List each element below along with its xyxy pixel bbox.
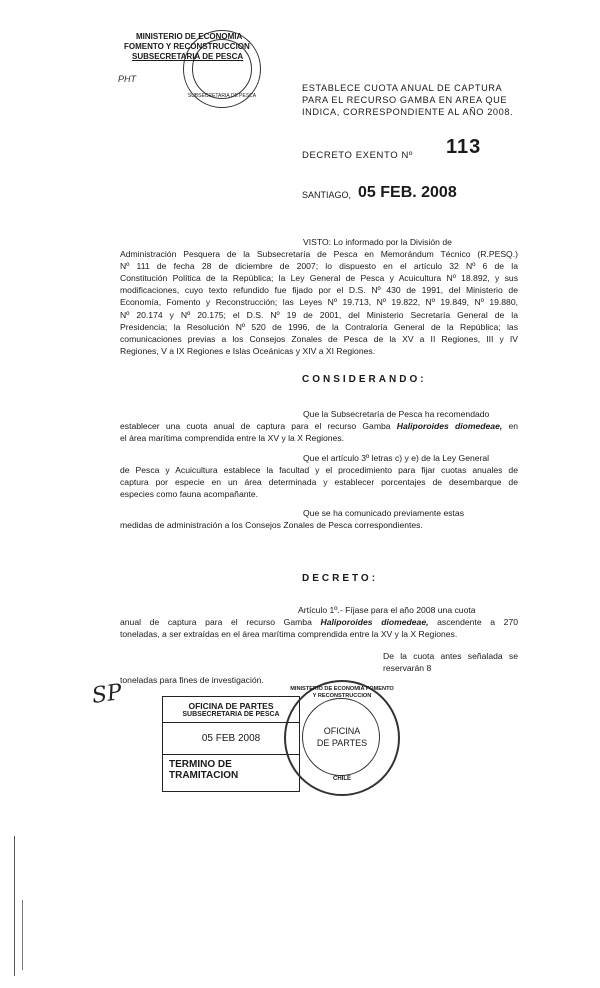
considerando-paragraph-2	[120, 452, 518, 500]
document-title	[302, 82, 572, 118]
office-round-seal	[284, 680, 400, 796]
visto-section	[120, 236, 518, 357]
office-seal-bottom: CHILE	[333, 776, 351, 782]
paragraph-line: medidas de administración a los Consejos Zonales de Pesca correspondientes.	[120, 520, 423, 531]
office-seal-ring-text: MINISTERIO DE ECONOMIA FOMENTO Y RECONSTRUCCION	[290, 686, 394, 699]
text-segment: ascendente a 270	[437, 617, 519, 628]
office-receipt-stamp	[162, 696, 300, 792]
visto-line: Economía, Fomento y Reconstrucción; las Leyes Nº 19.713, Nº 19.822, Nº 19.849, Nº 19.880,	[120, 297, 518, 308]
stamp-footer: TERMINO DE TRAMITACION	[169, 759, 239, 781]
scan-margin-line	[14, 836, 15, 976]
article-1	[120, 604, 518, 640]
text-segment: en	[508, 421, 519, 432]
article-line	[120, 616, 518, 628]
title-line-1: ESTABLECE CUOTA ANUAL DE CAPTURA	[302, 83, 503, 93]
visto-line: Administración Pesquera de la Subsecretaría de Pesca en Memorándum Técnico (R.PESQ.)	[120, 249, 518, 260]
title-line-2: PARA EL RECURSO GAMBA EN AREA QUE	[302, 95, 508, 105]
visto-line: Constitución Política de la República; la Ley General de Pesca y Acuicultura Nº 18.892, y sus	[120, 273, 518, 284]
stamp-office-line2: SUBSECRETARIA DE PESCA	[182, 711, 280, 718]
article-line: De la cuota antes señalada se reservarán 8	[383, 651, 518, 674]
decreto-heading: DECRETO:	[302, 573, 379, 584]
considerando-paragraph-3	[120, 507, 518, 531]
paragraph-line: Que la Subsecretaría de Pesca ha recomendado	[303, 409, 490, 419]
article-line: toneladas para fines de investigación.	[120, 675, 264, 686]
office-seal-center-1: OFICINA	[323, 726, 361, 736]
decree-date: 05 FEB. 2008	[358, 184, 457, 201]
visto-line: modificaciones, cuyo texto refundido fue fijado por el D.S. Nº 430 de 1991, del Ministerio de	[120, 285, 518, 296]
article-line: toneladas, a ser extraídas en el área marítima comprendida entre la XV y la X Regiones.	[120, 629, 458, 640]
visto-line: comunicaciones previas a los Consejos Zonales de Pesca de la XV a II Regiones, III y IV	[120, 333, 518, 344]
paragraph-line: captura por especie en un área determinada y establecer porcentajes de desembarque de	[120, 477, 518, 488]
paragraph-line: especies como fauna acompañante.	[120, 489, 259, 500]
decree-label: DECRETO EXENTO Nº	[302, 150, 413, 161]
office-seal-center-2: DE PARTES	[316, 738, 368, 748]
visto-line: Nº 111 de fecha 28 de diciembre de 2007; lo dispuesto en el artículo 32 Nº 6 de la	[120, 261, 518, 272]
paragraph-line: Que el artículo 3º letras c) y e) de la Ley General	[303, 453, 490, 463]
considerando-heading: CONSIDERANDO:	[302, 374, 427, 385]
visto-line: Nº 20.174 y Nº 20.175; el D.S. Nº 19 de 2001, del Ministerio Secretaría General de la	[120, 309, 518, 320]
species-name: Haliporoides diomedeae,	[396, 421, 503, 432]
stamp-date: 05 FEB 2008	[201, 733, 261, 744]
article-line: Artículo 1º.- Fíjase para el año 2008 una cuota	[298, 605, 476, 615]
stamp-office-line1: OFICINA DE PARTES	[188, 701, 274, 711]
handwritten-initials: SP	[90, 680, 124, 709]
visto-line: VISTO: Lo informado por la División de	[303, 237, 452, 247]
considerando-paragraph-1	[120, 408, 518, 444]
decree-number: 113	[446, 136, 482, 158]
visto-line: Regiones, V a IX Regiones e Islas Oceánicas y XIV a XI Regiones.	[120, 345, 376, 356]
city: SANTIAGO,	[302, 190, 352, 200]
paragraph-line: el área marítima comprendida entre la XV y la X Regiones.	[120, 433, 345, 444]
stamp-divider	[163, 722, 299, 723]
text-segment: establecer una cuota anual de captura para el recurso Gamba	[120, 421, 391, 432]
office-seal-inner-ring	[302, 698, 380, 776]
paragraph-line: de Pesca y Acuicultura establece la facultad y el procedimiento para fijar cuotas anuales de	[120, 465, 518, 476]
subsecretaria-name: SUBSECRETARIA DE PESCA	[132, 52, 244, 61]
ministry-seal-text: SUBSECRETARIA DE PESCA	[187, 93, 257, 99]
text-segment: anual de captura para el recurso Gamba	[120, 617, 312, 628]
ministry-name-line1: MINISTERIO DE ECONOMIA	[136, 32, 243, 41]
visto-line: Presidencia; la Resolución Nº 520 de 1996, de la Contraloría General de la República; las	[120, 321, 518, 332]
paragraph-line: Que se ha comunicado previamente estas	[303, 508, 464, 518]
title-line-3: INDICA, CORRESPONDIENTE AL AÑO 2008.	[302, 107, 514, 117]
species-name: Haliporoides diomedeae,	[320, 617, 429, 628]
scan-margin-line	[22, 900, 23, 970]
article-2	[120, 650, 518, 686]
stamp-divider	[163, 754, 299, 755]
header-initials: PHT	[118, 74, 136, 84]
paragraph-line	[120, 420, 518, 432]
ministry-name-line2: FOMENTO Y RECONSTRUCCION	[124, 42, 250, 51]
